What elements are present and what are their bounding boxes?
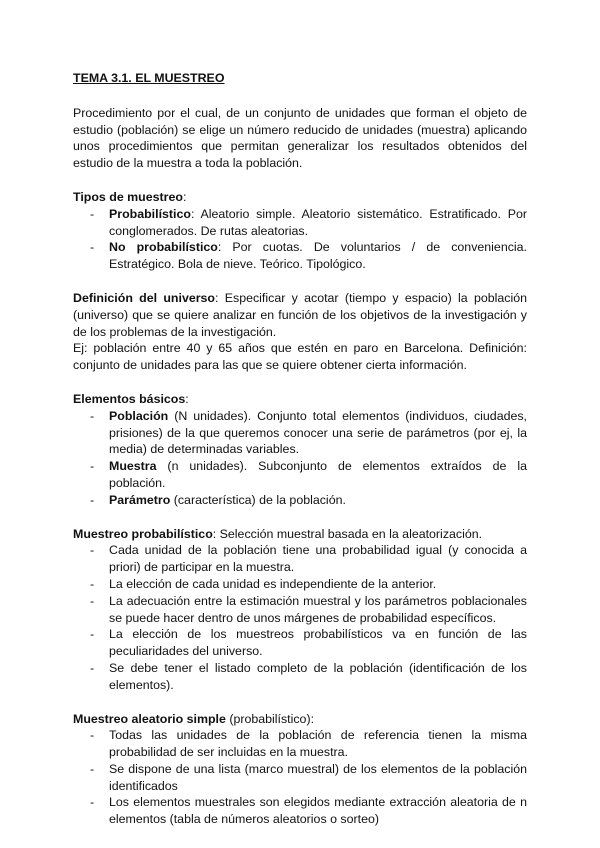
- list-item: [73, 626, 527, 660]
- bullet-list: [73, 206, 527, 273]
- item-term: Probabilístico: [109, 206, 191, 221]
- list-item: [73, 458, 527, 492]
- dash-bullet: -: [90, 206, 95, 221]
- item-text: (N unidades). Conjunto total elementos (individuos, ciudades, prisiones) de la que queremos conocer una serie de parámetros (por ej, la media) de determinadas variables.: [109, 408, 527, 457]
- item-term: Población: [109, 408, 169, 423]
- section-universo: [73, 290, 527, 374]
- list-item: [73, 408, 527, 458]
- list-item: [73, 761, 527, 795]
- item-text: Todas las unidades de la población de referencia tienen la misma probabilidad de ser incluidas en la muestra.: [109, 728, 527, 760]
- section-heading: Tipos de muestreo: [73, 189, 183, 204]
- item-text: Cada unidad de la población tiene una probabilidad igual (y conocida a priori) de participar en la muestra.: [109, 543, 527, 575]
- item-term: No probabilístico: [109, 240, 218, 255]
- bullet-list: [73, 542, 527, 693]
- dash-bullet: -: [90, 593, 95, 608]
- dash-bullet: -: [90, 408, 95, 423]
- item-text: : Por cuotas. De voluntarios / de conveniencia. Estratégico. Bola de nieve. Teórico. Tipológico.: [109, 240, 527, 272]
- section-heading: Elementos básicos: [73, 391, 186, 406]
- section-probabilistico: [73, 526, 527, 694]
- list-item: [73, 542, 527, 576]
- item-text: (característica) de la población.: [170, 492, 346, 507]
- dash-bullet: -: [90, 728, 95, 743]
- dash-bullet: -: [90, 627, 95, 642]
- section-text: (probabilístico):: [225, 711, 315, 726]
- item-term: Parámetro: [109, 492, 171, 507]
- dash-bullet: -: [90, 492, 95, 507]
- bullet-list: [73, 727, 527, 828]
- list-item: [73, 206, 527, 240]
- item-text: La adecuación entre la estimación muestral y los parámetros poblacionales se puede hacer dentro de unos márgenes de probabilidad específicos.: [109, 593, 527, 625]
- section-heading: Muestreo probabilístico: [73, 526, 213, 541]
- intro-paragraph: Procedimiento por el cual, de un conjunto de unidades que forman el objeto de estudio (población) se elige un número reducido de unidades (muestra) aplicando unos procedimientos que permitan generalizar los resultados obtenidos del estudio de la muestra a toda la población.: [73, 105, 527, 171]
- list-item: [73, 794, 527, 828]
- bullet-list: [73, 408, 527, 509]
- item-text: La elección de los muestreos probabilísticos va en función de las peculiaridades del universo.: [109, 627, 527, 659]
- section-elementos: [73, 391, 527, 509]
- section-heading: Definición del universo: [73, 290, 216, 305]
- list-item: [73, 492, 527, 509]
- list-item: [73, 239, 527, 273]
- section-text: : Selección muestral basada en la aleatorización.: [212, 526, 483, 541]
- item-text: Los elementos muestrales son elegidos mediante extracción aleatoria de n elementos (tabla de números aleatorios o sorteo): [109, 795, 527, 827]
- heading-colon: :: [182, 189, 187, 204]
- dash-bullet: -: [90, 459, 95, 474]
- item-text: Se dispone de una lista (marco muestral) de los elementos de la población identificados: [109, 761, 527, 793]
- dash-bullet: -: [90, 660, 95, 675]
- list-item: [73, 593, 527, 627]
- heading-colon: :: [185, 391, 189, 406]
- list-item: [73, 660, 527, 694]
- section-aleatorio-simple: [73, 711, 527, 829]
- list-item: [73, 727, 527, 761]
- item-text: Se debe tener el listado completo de la población (identificación de los elementos).: [109, 660, 527, 692]
- document-page: [73, 70, 527, 845]
- section-tipos: [73, 189, 527, 273]
- example-paragraph: Ej: población entre 40 y 65 años que estén en paro en Barcelona. Definición: conjunto de unidades para las que se quiere obtener cierta información.: [73, 341, 527, 373]
- item-text: La elección de cada unidad es independiente de la anterior.: [109, 576, 437, 591]
- item-text: : Aleatorio simple. Aleatorio sistemático. Estratificado. Por conglomerados. De rutas aleatorias.: [109, 206, 527, 238]
- dash-bullet: -: [90, 576, 95, 591]
- list-item: [73, 576, 527, 593]
- dash-bullet: -: [90, 240, 95, 255]
- section-text: : Especificar y acotar (tiempo y espacio) la población (universo) que se quiere analizar en función de los objetivos de la investigación y de los problemas de la investigación.: [73, 290, 528, 339]
- dash-bullet: -: [90, 761, 95, 776]
- section-heading: Muestreo aleatorio simple: [73, 711, 226, 726]
- item-term: Muestra: [109, 459, 157, 474]
- dash-bullet: -: [90, 543, 95, 558]
- dash-bullet: -: [90, 795, 95, 810]
- page-title: TEMA 3.1. EL MUESTREO: [73, 71, 225, 85]
- item-text: (n unidades). Subconjunto de elementos extraídos de la población.: [109, 459, 527, 490]
